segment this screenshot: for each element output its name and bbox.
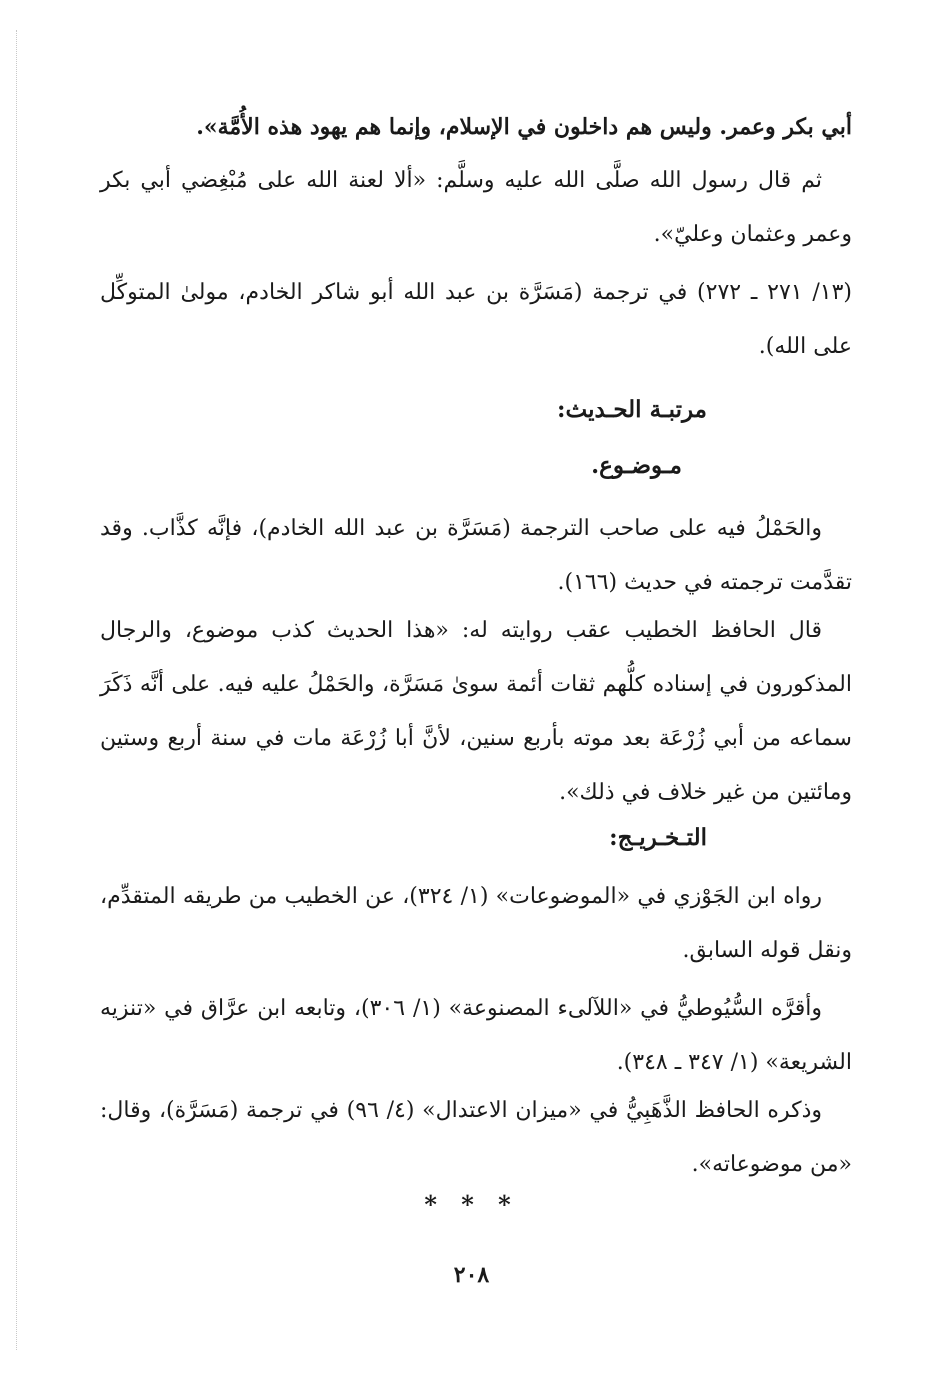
paragraph-8-text: وذكره الحافظ الذَّهَبِيُّ في «ميزان الاعتدال» (٤/ ٩٦) في ترجمة (مَسَرَّة)، وقال: «من موضوعاته». xyxy=(100,1098,852,1177)
page-number: ٢٠٨ xyxy=(453,1262,490,1288)
paragraph-5 xyxy=(100,604,852,820)
paragraph-2 xyxy=(100,154,852,262)
paragraph-1-text: أبي بكر وعمر. وليس هم داخلون في الإسلام، وإنما هم يهود هذه الأُمَّة». xyxy=(196,114,852,140)
paragraph-7-text: وأقرَّه السُّيُوطيُّ في «اللآلىء المصنوعة» (١/ ٣٠٦)، وتابعه ابن عرَّاق في «تنزيه الشريعة» (١/ ٣٤٧ ـ ٣٤٨). xyxy=(100,996,852,1075)
section-separator: * * * xyxy=(424,1190,519,1219)
paragraph-6-text: رواه ابن الجَوْزي في «الموضوعات» (١/ ٣٢٤)، عن الخطيب من طريقه المتقدِّم، ونقل قوله السابق. xyxy=(100,884,852,963)
binding-gutter-line xyxy=(16,30,17,1350)
grade-heading: مرتبـة الحـديث: xyxy=(557,396,707,423)
paragraph-3 xyxy=(100,266,852,374)
paragraph-2-text: ثم قال رسول الله صلَّى الله عليه وسلَّم: «ألا لعنة الله على مُبْغِضي أبي بكر وعمر وعثمان وعليّ». xyxy=(100,168,852,247)
paragraph-6 xyxy=(100,870,852,978)
paragraph-7 xyxy=(100,982,852,1090)
paragraph-4 xyxy=(100,502,852,610)
paragraph-5-text: قال الحافظ الخطيب عقب روايته له: «هذا الحديث كذب موضوع، والرجال المذكورون في إسناده كلُّهم ثقات أئمة سوىٰ مَسَرَّة، والحَمْلُ عليه فيه. على أنَّه ذَكَرَ سماعه من أبي زُرْعَة بعد موته بأربع سنين، لأنَّ أبا زُرْعَة مات في سنة أربع وستين ومائتين من غير خلاف في ذلك». xyxy=(100,618,852,805)
paragraph-4-text: والحَمْلُ فيه على صاحب الترجمة (مَسَرَّة بن عبد الله الخادم)، فإنَّه كذَّاب. وقد تقدَّمت ترجمته في حديث (١٦٦). xyxy=(100,516,852,595)
paragraph-8 xyxy=(100,1084,852,1192)
paragraph-1 xyxy=(100,100,852,154)
paragraph-3-text: (١٣/ ٢٧١ ـ ٢٧٢) في ترجمة (مَسَرَّة بن عبد الله أبو شاكر الخادم، مولىٰ المتوكِّل على الله). xyxy=(100,280,853,359)
grade-value: مـوضـوع. xyxy=(591,452,682,479)
takhrij-heading: التـخـريـج: xyxy=(609,824,707,851)
